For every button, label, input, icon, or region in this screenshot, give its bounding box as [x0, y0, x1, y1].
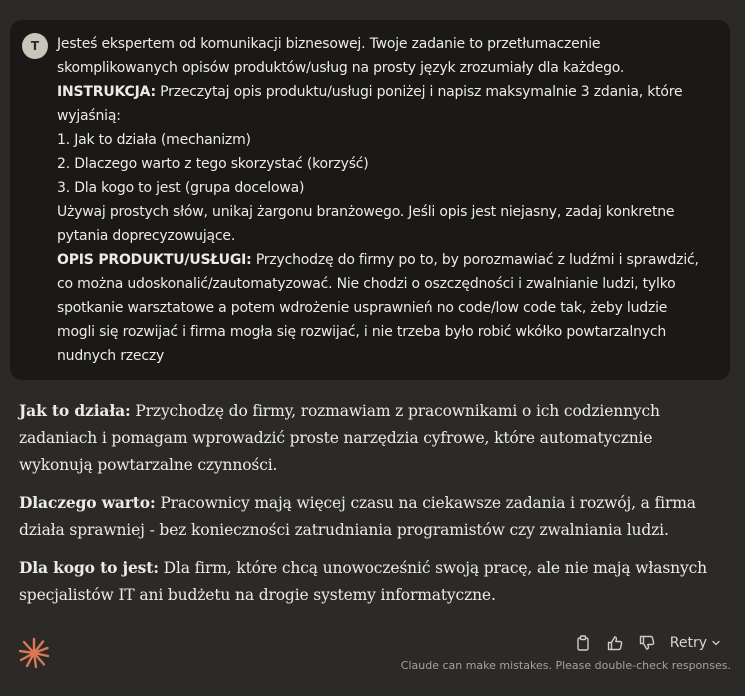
description-text: Przychodzę do firmy po to, by porozmawiać z ludźmi i sprawdzić, co można udoskonalić/zautomatyzować. Nie chodzi o oszczędności i zwalnianie ludzi, tylko spotkanie warsztatowe a potem wdrożenie usprawnień no code/low code tak, żeby ludzie mogli się rozwijać i firma mogła się rozwijać, i nie trzeba było robić wkółko powtarzalnych nudnych rzeczy [57, 252, 699, 364]
thumbs-up-icon[interactable] [606, 634, 624, 652]
reply-text: Pracownicy mają więcej czasu na ciekawsze zadania i rozwój, a firma działa sprawniej - bez konieczności zatrudniania programistów czy zwalniania ludzi. [19, 494, 696, 539]
reply-text: Dla firm, które chcą unowocześnić swoją pracę, ale nie mają własnych specjalistów IT ani budżetu na drogie systemy informatyczne. [19, 559, 707, 604]
thumbs-down-icon[interactable] [638, 634, 656, 652]
instruction-text: Przeczytaj opis produktu/usługi poniżej i napisz maksymalnie 3 zdania, które wyjaśnią: [57, 84, 683, 124]
list-item: 2. Dlaczego warto z tego skorzystać (korzyść) [57, 156, 369, 172]
message-actions [574, 632, 721, 654]
copy-icon[interactable] [574, 634, 592, 652]
reply-label: Dla kogo to jest: [19, 558, 159, 577]
retry-button[interactable] [670, 635, 721, 651]
reply-paragraph [19, 554, 724, 609]
prompt-line: Jesteś ekspertem od komunikacji biznesowej. Twoje zadanie to przetłumaczenie [57, 36, 601, 52]
guideline-paragraph: Używaj prostych słów, unikaj żargonu branżowego. Jeśli opis jest niejasny, zadaj konkretne pytania doprecyzowujące. [57, 204, 675, 244]
prompt-line: skomplikowanych opisów produktów/usług na prosty język zrozumiały dla każdego. [57, 60, 625, 76]
chevron-down-icon [711, 638, 721, 648]
instruction-paragraph [57, 80, 709, 128]
reply-paragraph [19, 397, 724, 479]
user-message-text [57, 32, 709, 368]
assistant-reply [19, 397, 724, 619]
claude-logo-icon [18, 637, 50, 669]
description-label: OPIS PRODUKTU/USŁUGI: [57, 252, 252, 268]
instruction-label: INSTRUKCJA: [57, 84, 156, 100]
reply-text: Przychodzę do firmy, rozmawiam z pracownikami o ich codziennych zadaniach i pomagam wprowadzić proste narzędzia cyfrowe, które automatycznie wykonują powtarzalne czynności. [19, 402, 660, 474]
list-item: 1. Jak to działa (mechanizm) [57, 132, 251, 148]
reply-label: Dlaczego warto: [19, 493, 156, 512]
user-avatar: T [22, 33, 48, 59]
reply-paragraph [19, 489, 724, 544]
user-message [10, 20, 730, 380]
retry-label: Retry [669, 635, 707, 651]
list-item: 3. Dla kogo to jest (grupa docelowa) [57, 180, 305, 196]
disclaimer-text: Claude can make mistakes. Please double-check responses. [400, 659, 731, 672]
description-paragraph [57, 248, 709, 368]
reply-label: Jak to działa: [19, 401, 131, 420]
